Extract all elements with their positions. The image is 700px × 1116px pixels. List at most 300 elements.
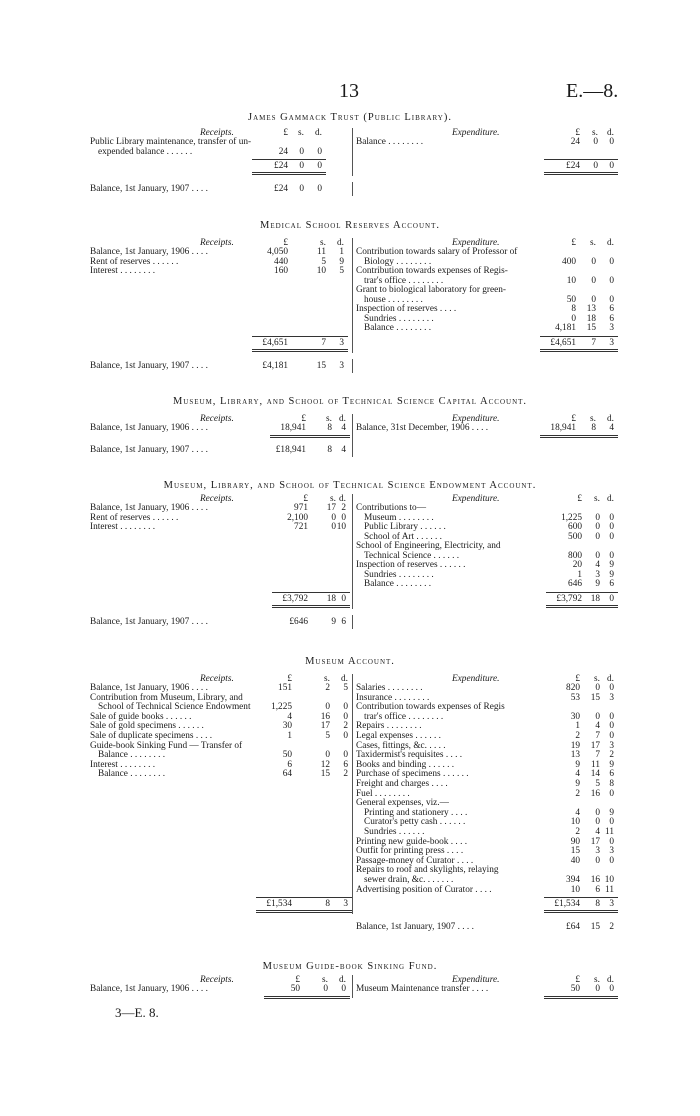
- receipts-line-amount: 151: [278, 683, 292, 693]
- expenditure-line-text: Grant to biological laboratory for green-: [356, 285, 506, 295]
- expenditure-line-amount: 40: [570, 855, 580, 866]
- expenditure-line-text: School of Art . . . . . .: [364, 531, 442, 542]
- expenditure-line-amount: 9: [575, 759, 580, 770]
- expenditure-line-text: Contribution towards expenses of Regis: [356, 702, 505, 713]
- expenditure-line-text: Balance, 31st December, 1906 . . . .: [356, 423, 489, 433]
- account-table: [0, 674, 700, 933]
- currency-label-receipts: £: [303, 494, 308, 504]
- expenditure-line-text: Sundries . . . . . . . .: [364, 313, 434, 324]
- expenditure-line-amount: 0: [609, 522, 614, 532]
- expenditure-line-amount: 50: [570, 984, 580, 994]
- expenditure-line-amount: 3: [609, 740, 614, 751]
- account-title: Museum Account.: [305, 656, 395, 667]
- sheet-mark: 3—E. 8.: [115, 1005, 159, 1020]
- expenditure-line-amount: 1: [575, 721, 580, 732]
- currency-label-expenditure: s.: [592, 128, 598, 138]
- total-rule: [546, 592, 618, 593]
- expenditure-line-amount: 16: [590, 875, 600, 885]
- account-table: [0, 975, 700, 994]
- expenditure-header: Expenditure.: [452, 674, 500, 684]
- expenditure-line-amount: 0: [595, 807, 600, 818]
- receipts-line-amount: 30: [282, 721, 292, 732]
- closing-balance-text: Balance, 1st January, 1907 . . . .: [356, 922, 474, 933]
- expenditure-line-text: Freight and charges . . . .: [356, 779, 448, 789]
- expenditure-line-amount: 2: [575, 788, 580, 799]
- currency-label-expenditure: £: [575, 674, 580, 684]
- expenditure-line-text: Repairs . . . . . . . .: [356, 721, 422, 732]
- receipts-line-amount: 5: [321, 256, 326, 267]
- receipts-line-text: Rent of reserves . . . . . .: [90, 512, 179, 523]
- currency-label-receipts: s.: [320, 238, 326, 248]
- column-divider: [352, 359, 353, 373]
- expenditure-line-amount: 11: [605, 884, 614, 895]
- receipts-line-text: Balance, 1st January, 1906 . . . .: [90, 423, 208, 433]
- document-code: E.—8.: [566, 80, 619, 102]
- receipts-line-amount: 0: [343, 711, 348, 722]
- expenditure-line-amount: 90: [570, 836, 580, 847]
- receipts-line-amount: 5: [343, 683, 348, 693]
- currency-label-receipts: s.: [326, 414, 332, 424]
- expenditure-line-text: Public Library . . . . . .: [364, 522, 446, 532]
- column-divider: [352, 238, 353, 353]
- receipts-line-text: Sale of duplicate specimens . . . .: [90, 731, 213, 741]
- receipts-line-amount: 971: [294, 503, 308, 513]
- currency-label-receipts: d.: [339, 414, 346, 424]
- closing-balance-amount: 2: [609, 922, 614, 933]
- receipts-total: £3,792: [282, 593, 308, 604]
- expenditure-line-text: Balance . . . . . . . .: [364, 579, 432, 589]
- currency-label-expenditure: £: [575, 128, 580, 138]
- expenditure-line-amount: 0: [609, 984, 614, 994]
- expenditure-line-amount: 19: [570, 740, 580, 751]
- currency-label-expenditure: d.: [607, 414, 614, 424]
- expenditure-total: 3: [609, 899, 614, 910]
- expenditure-line-amount: 30: [570, 711, 580, 722]
- expenditure-line-amount: 13: [586, 304, 596, 314]
- receipts-total: £24: [274, 161, 288, 171]
- expenditure-line-amount: 24: [570, 137, 580, 147]
- expenditure-line-amount: 4: [595, 560, 600, 570]
- receipts-line-amount: 1,225: [271, 702, 292, 713]
- currency-label-receipts: d.: [315, 128, 322, 138]
- receipts-line-amount: 4,050: [267, 247, 288, 257]
- receipts-line-amount: 721: [294, 522, 308, 532]
- expenditure-line-amount: 6: [609, 304, 614, 314]
- expenditure-line-text: Contributions to—: [356, 503, 426, 513]
- receipts-line-amount: 6: [343, 759, 348, 770]
- expenditure-line-amount: 0: [595, 531, 600, 542]
- currency-label-receipts: d.: [339, 494, 346, 504]
- expenditure-line-text: Salaries . . . . . . . .: [356, 683, 423, 693]
- closing-balance-amount: £646: [289, 616, 308, 627]
- receipts-line-amount: 160: [274, 266, 288, 276]
- currency-label-expenditure: s.: [594, 975, 600, 985]
- total-double-rule: [272, 605, 350, 608]
- expenditure-line-amount: 8: [609, 779, 614, 789]
- expenditure-line-amount: 15: [570, 846, 580, 857]
- expenditure-line-amount: 2: [575, 827, 580, 837]
- expenditure-line-text: trar's office . . . . . . . .: [364, 711, 444, 722]
- currency-label-expenditure: £: [571, 238, 576, 248]
- currency-label-receipts: £: [283, 128, 288, 138]
- expenditure-line-amount: 1,225: [561, 512, 582, 523]
- expenditure-line-amount: 4: [575, 807, 580, 818]
- expenditure-line-amount: 10: [566, 275, 576, 286]
- total-double-rule: [540, 349, 618, 352]
- account-table: [0, 414, 700, 455]
- receipts-line-text: Public Library maintenance, transfer of un-: [90, 137, 252, 147]
- receipts-total: 7: [321, 337, 326, 348]
- expenditure-line-amount: 8: [591, 423, 596, 433]
- account-title: Museum Guide-book Sinking Fund.: [262, 961, 438, 972]
- currency-label-receipts: s.: [322, 975, 328, 985]
- expenditure-line-text: Sundries . . . . . .: [364, 827, 425, 837]
- expenditure-line-amount: 4,181: [555, 323, 576, 333]
- receipts-line-amount: 0: [341, 512, 346, 523]
- receipts-line-amount: 0: [331, 522, 336, 532]
- total-double-rule: [544, 910, 618, 913]
- expenditure-total: 0: [593, 161, 598, 171]
- total-double-rule: [256, 910, 352, 913]
- expenditure-line-text: Inspection of reserves . . . .: [356, 304, 457, 314]
- receipts-line-text: Contribution from Museum, Library, and: [90, 692, 243, 703]
- currency-label-receipts: £: [295, 975, 300, 985]
- expenditure-line-amount: 7: [595, 750, 600, 761]
- expenditure-line-text: Cases, fittings, &c. . . . .: [356, 740, 446, 751]
- expenditure-line-amount: 0: [609, 836, 614, 847]
- expenditure-line-amount: 820: [566, 683, 580, 693]
- expenditure-line-amount: 0: [609, 294, 614, 305]
- receipts-line-amount: 11: [317, 247, 326, 257]
- expenditure-line-amount: 4: [595, 721, 600, 732]
- expenditure-line-amount: 6: [609, 313, 614, 324]
- expenditure-line-amount: 9: [609, 759, 614, 770]
- receipts-line-amount: 2: [343, 721, 348, 732]
- expenditure-line-amount: 3: [609, 692, 614, 703]
- closing-balance-amount: £64: [566, 922, 580, 933]
- expenditure-line-amount: 14: [590, 769, 600, 780]
- currency-label-receipts: s.: [330, 494, 336, 504]
- expenditure-line-amount: 11: [605, 827, 614, 837]
- receipts-line-text: Balance, 1st January, 1906 . . . .: [90, 984, 208, 994]
- expenditure-line-text: Museum . . . . . . . .: [364, 512, 434, 523]
- expenditure-line-amount: 0: [609, 256, 614, 267]
- expenditure-line-amount: 0: [609, 683, 614, 693]
- column-divider: [352, 182, 353, 196]
- receipts-line-text: Rent of reserves . . . . . .: [90, 256, 179, 267]
- expenditure-line-amount: 4: [575, 769, 580, 780]
- expenditure-line-amount: 6: [595, 884, 600, 895]
- currency-label-expenditure: d.: [607, 494, 614, 504]
- account-title: James Gammack Trust (Public Library).: [248, 112, 452, 123]
- receipts-line-amount: 1: [287, 731, 292, 741]
- expenditure-line-amount: 18: [586, 313, 596, 324]
- receipts-line-amount: 0: [323, 984, 328, 994]
- expenditure-total: £4,651: [550, 337, 576, 348]
- closing-balance-amount: 6: [341, 616, 346, 627]
- receipts-line-amount: 6: [287, 759, 292, 770]
- receipts-line-amount: 17: [326, 503, 336, 513]
- expenditure-line-amount: 0: [609, 855, 614, 866]
- expenditure-line-amount: 0: [595, 711, 600, 722]
- expenditure-line-amount: 3: [609, 323, 614, 333]
- total-double-rule: [546, 605, 618, 608]
- expenditure-line-text: Printing and stationery . . . .: [364, 807, 468, 818]
- receipts-line-amount: 0: [325, 702, 330, 713]
- currency-label-receipts: s.: [324, 674, 330, 684]
- receipts-line-amount: 0: [331, 512, 336, 523]
- receipts-line-text: School of Technical Science Endowment: [98, 702, 251, 713]
- expenditure-line-amount: 4: [609, 423, 614, 433]
- expenditure-line-text: Contribution towards salary of Professor of: [356, 247, 518, 257]
- receipts-header: Receipts.: [200, 238, 234, 248]
- expenditure-line-text: Biology . . . . . . . .: [364, 256, 432, 267]
- receipts-line-amount: 0: [325, 750, 330, 761]
- expenditure-line-text: Passage-money of Curator . . . .: [356, 855, 474, 866]
- expenditure-line-amount: 9: [609, 560, 614, 570]
- expenditure-line-text: Purchase of specimens . . . . . .: [356, 769, 469, 780]
- receipts-total: 3: [339, 337, 344, 348]
- expenditure-line-amount: 9: [595, 579, 600, 589]
- expenditure-line-amount: 15: [590, 692, 600, 703]
- closing-balance-text: Balance, 1st January, 1907 . . . .: [90, 184, 208, 194]
- closing-balance-amount: 0: [299, 184, 304, 194]
- receipts-line-amount: 2,100: [287, 512, 308, 523]
- expenditure-line-text: Technical Science . . . . . .: [364, 550, 460, 561]
- account-title: Museum, Library, and School of Technical Science Endowment Account.: [163, 480, 537, 491]
- expenditure-line-amount: 600: [568, 522, 582, 532]
- expenditure-line-amount: 1: [577, 569, 582, 580]
- total-rule: [544, 159, 618, 160]
- expenditure-line-amount: 2: [609, 750, 614, 761]
- receipts-line-amount: 50: [290, 984, 300, 994]
- closing-balance-amount: £4,181: [262, 360, 288, 371]
- receipts-line-amount: 12: [320, 759, 330, 770]
- receipts-header: Receipts.: [200, 128, 234, 138]
- receipts-line-amount: 8: [327, 423, 332, 433]
- account-table: [0, 494, 700, 627]
- expenditure-line-text: Legal expenses . . . . . .: [356, 731, 441, 741]
- closing-balance-amount: 4: [341, 444, 346, 455]
- receipts-header: Receipts.: [200, 494, 234, 504]
- receipts-total: 3: [343, 899, 348, 910]
- expenditure-line-text: Outfit for printing press . . . .: [356, 846, 464, 857]
- page-number: 13: [339, 80, 359, 102]
- total-double-rule: [544, 996, 618, 999]
- receipts-line-amount: 2: [343, 769, 348, 780]
- expenditure-line-amount: 0: [609, 137, 614, 147]
- closing-balance-amount: 3: [339, 360, 344, 371]
- expenditure-line-amount: 9: [609, 569, 614, 580]
- receipts-line-amount: 440: [274, 256, 288, 267]
- currency-label-receipts: s.: [298, 128, 304, 138]
- expenditure-line-amount: 5: [595, 779, 600, 789]
- expenditure-header: Expenditure.: [452, 975, 500, 985]
- expenditure-total: £3,792: [556, 593, 582, 604]
- expenditure-line-text: School of Engineering, Electricity, and: [356, 541, 501, 551]
- receipts-total: 0: [299, 161, 304, 171]
- expenditure-line-amount: 6: [609, 769, 614, 780]
- expenditure-line-text: Museum Maintenance transfer . . . .: [356, 984, 489, 994]
- total-double-rule: [270, 435, 350, 438]
- expenditure-total: £24: [566, 161, 580, 171]
- expenditure-line-text: Balance . . . . . . . .: [364, 323, 432, 333]
- expenditure-line-amount: 10: [604, 875, 614, 885]
- expenditure-line-amount: 0: [591, 256, 596, 267]
- closing-balance-amount: 15: [590, 922, 600, 933]
- expenditure-line-text: trar's office . . . . . . . .: [364, 275, 444, 286]
- expenditure-line-text: Sundries . . . . . . . .: [364, 569, 434, 580]
- expenditure-line-text: Contribution towards expenses of Regis-: [356, 266, 508, 276]
- expenditure-line-text: Inspection of reserves . . . . . .: [356, 560, 466, 570]
- column-divider: [352, 128, 353, 176]
- receipts-line-amount: 16: [320, 711, 330, 722]
- total-rule: [252, 159, 326, 160]
- total-rule: [252, 336, 348, 337]
- closing-balance-amount: £18,941: [275, 444, 306, 455]
- expenditure-line-text: Repairs to roof and skylights, relaying: [356, 865, 499, 876]
- column-divider: [352, 494, 353, 609]
- receipts-line-amount: 4: [287, 711, 292, 722]
- receipts-line-amount: 9: [339, 256, 344, 267]
- expenditure-line-amount: 6: [609, 579, 614, 589]
- receipts-line-text: Interest . . . . . . . .: [90, 522, 156, 532]
- expenditure-line-amount: 17: [590, 740, 600, 751]
- receipts-line-amount: 64: [282, 769, 292, 780]
- expenditure-line-amount: 0: [609, 721, 614, 732]
- expenditure-line-amount: 0: [609, 512, 614, 523]
- receipts-total: 18: [326, 593, 336, 604]
- receipts-line-text: Balance, 1st January, 1906 . . . .: [90, 683, 208, 693]
- total-double-rule: [252, 349, 348, 352]
- expenditure-line-text: Advertising position of Curator . . . .: [356, 884, 492, 895]
- receipts-line-amount: 4: [341, 423, 346, 433]
- column-divider: [352, 975, 353, 998]
- receipts-line-amount: 0: [341, 984, 346, 994]
- receipts-total: 0: [341, 593, 346, 604]
- receipts-line-amount: 0: [343, 750, 348, 761]
- currency-label-expenditure: d.: [607, 238, 614, 248]
- currency-label-expenditure: d.: [607, 975, 614, 985]
- expenditure-line-amount: 10: [570, 817, 580, 828]
- expenditure-line-amount: 0: [595, 683, 600, 693]
- expenditure-line-amount: 0: [609, 531, 614, 542]
- closing-balance-amount: 9: [331, 616, 336, 627]
- expenditure-line-amount: 15: [586, 323, 596, 333]
- currency-label-receipts: £: [301, 414, 306, 424]
- expenditure-line-amount: 9: [609, 807, 614, 818]
- receipts-header: Receipts.: [200, 414, 234, 424]
- currency-label-expenditure: s.: [594, 494, 600, 504]
- total-rule: [272, 592, 350, 593]
- expenditure-line-amount: 0: [571, 313, 576, 324]
- expenditure-line-amount: 500: [568, 531, 582, 542]
- receipts-line-amount: 2: [325, 683, 330, 693]
- expenditure-line-amount: 0: [609, 731, 614, 741]
- account-table: [0, 238, 700, 371]
- currency-label-receipts: d.: [341, 674, 348, 684]
- currency-label-expenditure: £: [577, 494, 582, 504]
- expenditure-total: 18: [590, 593, 600, 604]
- closing-balance-text: Balance, 1st January, 1907 . . . .: [90, 444, 208, 455]
- total-double-rule: [540, 435, 618, 438]
- receipts-line-amount: 24: [278, 146, 288, 157]
- expenditure-line-amount: 394: [566, 875, 580, 885]
- closing-balance-amount: 0: [317, 184, 322, 194]
- expenditure-line-amount: 0: [595, 522, 600, 532]
- currency-label-expenditure: d.: [607, 128, 614, 138]
- column-divider: [352, 615, 353, 629]
- expenditure-line-amount: 11: [591, 759, 600, 770]
- closing-balance-text: Balance, 1st January, 1907 . . . .: [90, 360, 208, 371]
- receipts-line-text: Interest . . . . . . . .: [90, 266, 156, 276]
- total-rule: [540, 336, 618, 337]
- expenditure-line-text: Printing new guide-book . . . .: [356, 836, 468, 847]
- expenditure-line-amount: 0: [591, 275, 596, 286]
- total-rule: [544, 897, 618, 898]
- receipts-line-amount: 0: [317, 146, 322, 157]
- account-table: [0, 128, 700, 194]
- account-title: Museum, Library, and School of Technical Science Capital Account.: [172, 396, 528, 407]
- receipts-line-amount: 50: [282, 750, 292, 761]
- currency-label-receipts: d.: [337, 238, 344, 248]
- receipts-line-amount: 5: [339, 266, 344, 276]
- receipts-line-text: Balance . . . . . . . .: [98, 769, 166, 780]
- expenditure-line-amount: 646: [568, 579, 582, 589]
- receipts-line-text: Balance, 1st January, 1906 . . . .: [90, 503, 208, 513]
- receipts-header: Receipts.: [200, 674, 234, 684]
- expenditure-total: 8: [595, 899, 600, 910]
- expenditure-total: 3: [609, 337, 614, 348]
- receipts-line-text: Sale of guide books . . . . . .: [90, 711, 192, 722]
- receipts-line-amount: 0: [343, 731, 348, 741]
- total-rule: [256, 897, 352, 898]
- expenditure-line-text: sewer drain, &c. . . . . . .: [364, 875, 454, 885]
- currency-label-receipts: £: [283, 238, 288, 248]
- expenditure-header: Expenditure.: [452, 414, 500, 424]
- expenditure-line-amount: 18,941: [550, 423, 576, 433]
- closing-balance-amount: £24: [274, 184, 288, 194]
- expenditure-line-text: house . . . . . . . .: [364, 294, 423, 305]
- expenditure-line-amount: 4: [595, 827, 600, 837]
- expenditure-line-amount: 0: [609, 275, 614, 286]
- receipts-line-text: Guide-book Sinking Fund — Transfer of: [90, 740, 243, 751]
- expenditure-line-amount: 0: [609, 550, 614, 561]
- receipts-line-text: Sale of gold specimens . . . . . .: [90, 721, 204, 732]
- expenditure-line-amount: 3: [609, 846, 614, 857]
- currency-label-receipts: d.: [339, 975, 346, 985]
- receipts-total: 0: [317, 161, 322, 171]
- expenditure-line-amount: 17: [590, 836, 600, 847]
- expenditure-line-amount: 0: [595, 984, 600, 994]
- closing-balance-amount: 15: [316, 360, 326, 371]
- receipts-line-text: Balance . . . . . . . .: [98, 750, 166, 761]
- receipts-total: 8: [325, 899, 330, 910]
- expenditure-line-text: Insurance . . . . . . . .: [356, 692, 430, 703]
- currency-label-expenditure: £: [575, 975, 580, 985]
- expenditure-line-text: Books and binding . . . . . .: [356, 759, 455, 770]
- receipts-line-amount: 10: [336, 522, 346, 532]
- expenditure-header: Expenditure.: [452, 494, 500, 504]
- receipts-line-amount: 5: [325, 731, 330, 741]
- expenditure-line-text: Fuel . . . . . . . .: [356, 788, 410, 799]
- currency-label-expenditure: s.: [590, 238, 596, 248]
- expenditure-line-amount: 8: [571, 304, 576, 314]
- expenditure-line-amount: 800: [568, 550, 582, 561]
- receipts-line-amount: 0: [299, 146, 304, 157]
- expenditure-line-amount: 9: [575, 779, 580, 789]
- receipts-total: £1,534: [266, 899, 292, 910]
